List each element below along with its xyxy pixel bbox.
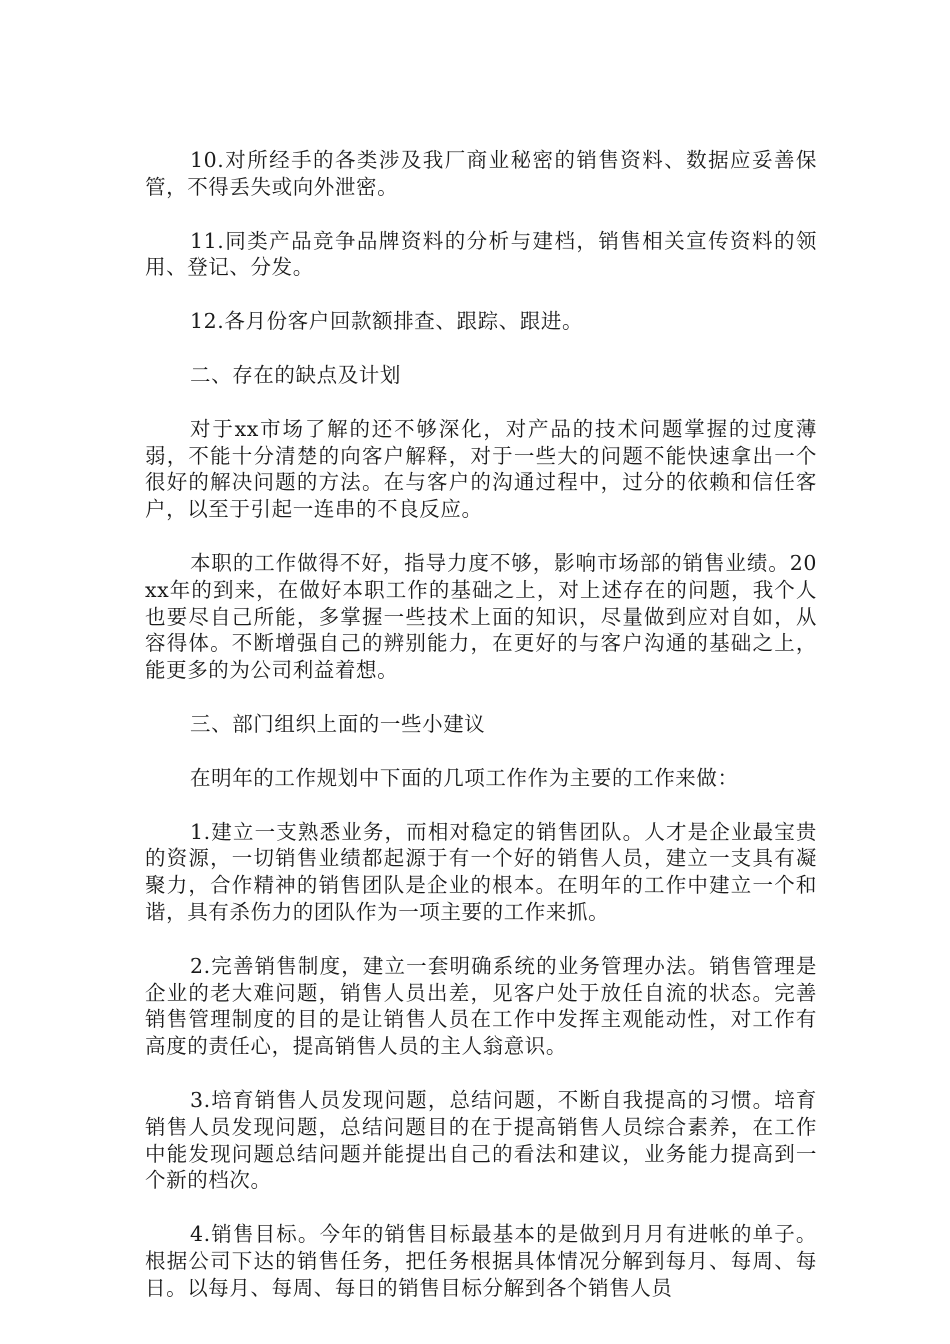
paragraph-suggestion-2: 2.完善销售制度，建立一套明确系统的业务管理办法。销售管理是企业的老大难问题，销售人员出差，见客户处于放任自流的状态。完善销售管理制度的目的是让销售人员在工作中发挥主观能动性，对工作有高度的责任心，提高销售人员的主人翁意识。 [145,953,817,1059]
paragraph-plan-intro: 在明年的工作规划中下面的几项工作作为主要的工作来做： [190,765,739,790]
paragraph-item-12: 12.各月份客户回款额排查、跟踪、跟进。 [190,309,584,334]
paragraph-market-understanding: 对于xx市场了解的还不够深化，对产品的技术问题掌握的过度薄弱，不能十分清楚的向客户解释，对于一些大的问题不能快速拿出一个很好的解决问题的方法。在与客户的沟通过程中，过分的依赖和信任客户，以至于引起一连串的不良反应。 [145,416,817,522]
paragraph-job-performance: 本职的工作做得不好，指导力度不够，影响市场部的销售业绩。20xx年的到来，在做好本职工作的基础之上，对上述存在的问题，我个人也要尽自己所能，多掌握一些技术上面的知识，尽量做到应对自如，从容得体。不断增强自己的辨别能力，在更好的与客户沟通的基础之上，能更多的为公司利益着想。 [145,550,817,683]
paragraph-item-11: 11.同类产品竞争品牌资料的分析与建档，销售相关宣传资料的领用、登记、分发。 [145,228,817,280]
document-body [145,147,817,1329]
paragraph-suggestion-3: 3.培育销售人员发现问题，总结问题，不断自我提高的习惯。培育销售人员发现问题，总结问题目的在于提高销售人员综合素养，在工作中能发现问题总结问题并能提出自己的看法和建议，业务能力提高到一个新的档次。 [145,1087,817,1193]
paragraph-item-10: 10.对所经手的各类涉及我厂商业秘密的销售资料、数据应妥善保管，不得丢失或向外泄密。 [145,148,817,199]
paragraph-suggestion-4: 4.销售目标。今年的销售目标最基本的是做到月月有进帐的单子。根据公司下达的销售任务，把任务根据具体情况分解到每月、每周、每日。以每月、每周、每日的销售目标分解到各个销售人员 [145,1222,817,1300]
section-heading-suggestions: 三、部门组织上面的一些小建议 [190,711,486,736]
section-heading-shortcomings: 二、存在的缺点及计划 [190,362,401,387]
paragraph-suggestion-1: 1.建立一支熟悉业务，而相对稳定的销售团队。人才是企业最宝贵的资源，一切销售业绩都起源于有一个好的销售人员，建立一支具有凝聚力，合作精神的销售团队是企业的根本。在明年的工作中建立一个和谐，具有杀伤力的团队作为一项主要的工作来抓。 [145,819,817,924]
